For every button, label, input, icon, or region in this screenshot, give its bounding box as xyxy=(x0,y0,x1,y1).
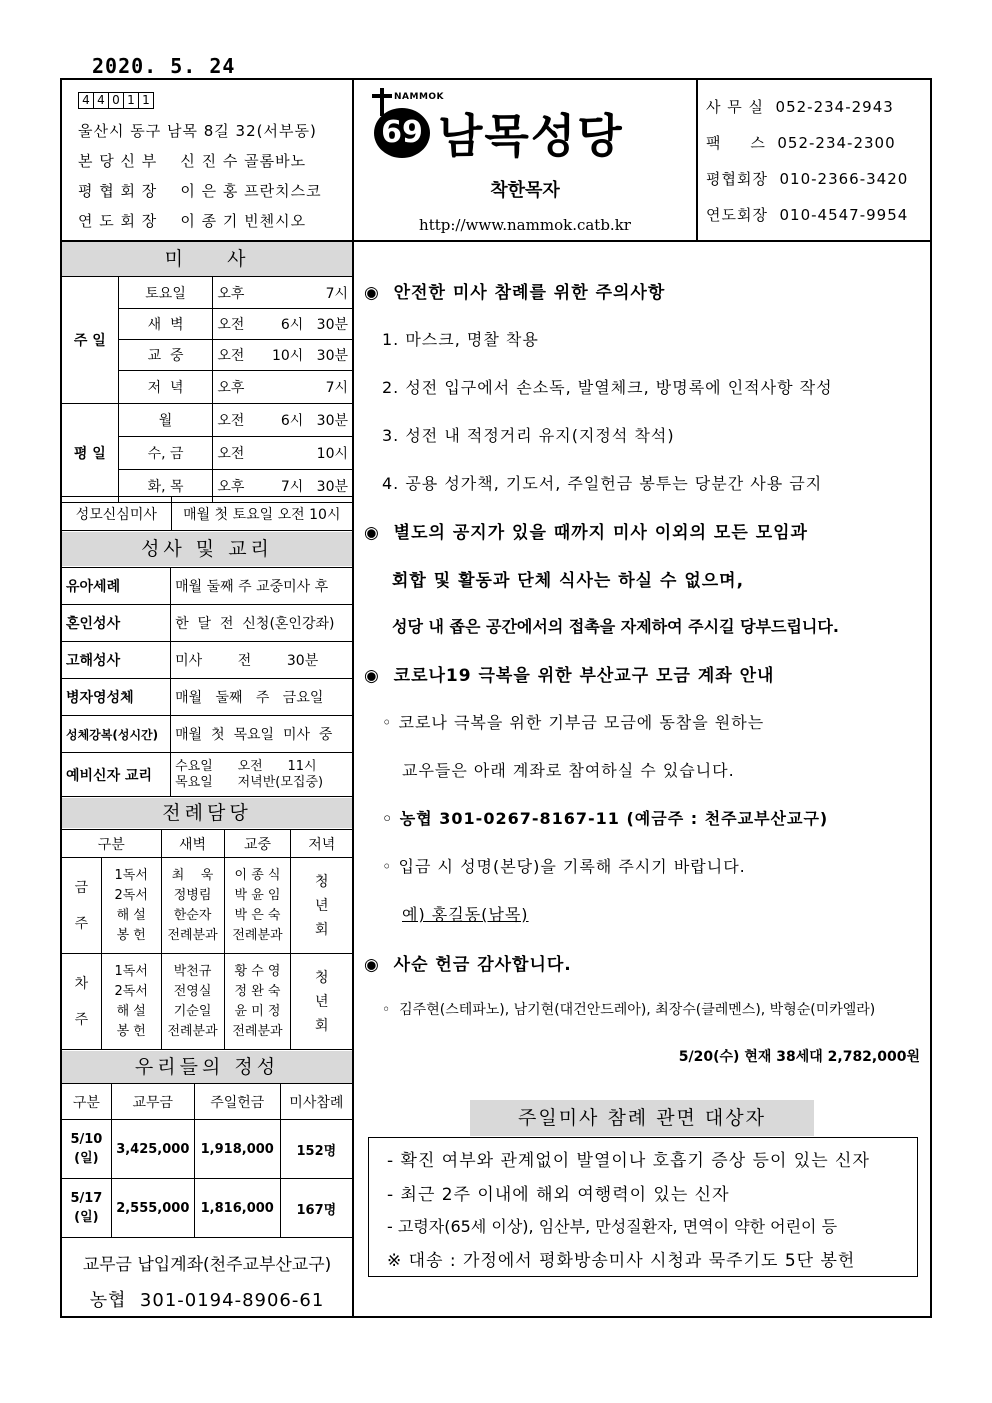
table-row xyxy=(62,642,353,679)
church-url[interactable]: http://www.nammok.catb.kr xyxy=(419,216,631,234)
mass-day: 교 중 xyxy=(118,340,213,371)
notice-1-item: 1. 마스크, 명찰 착용 xyxy=(382,330,539,349)
offering-table xyxy=(61,1083,353,1238)
notice-3-line: 교우들은 아래 계좌로 참여하실 수 있습니다. xyxy=(402,761,735,780)
postal-digit: 4 xyxy=(78,92,94,109)
church-name: 남목성당 xyxy=(438,109,624,163)
contact-youth: 연도회장 010-4547-9954 xyxy=(706,206,909,224)
offering-attendance: 152명 xyxy=(280,1120,352,1179)
mass-time: 오전 10시 xyxy=(213,437,353,470)
liturgy-title: 전례담당 xyxy=(62,798,352,828)
dispensation-item: - 확진 여부와 관계없이 발열이나 호흡기 증상 등이 있는 신자 xyxy=(387,1151,870,1171)
sacrament-value: 매월 둘째 주 금요일 xyxy=(171,679,353,716)
table-row xyxy=(62,954,353,1050)
logo-emblem: 69 xyxy=(374,108,430,158)
notice-3-example: 예) 홍길동(남목) xyxy=(402,905,529,924)
notice-1-item: 4. 공용 성가책, 기도서, 주일헌금 봉투는 당분간 사용 금지 xyxy=(382,474,823,493)
sacrament-label: 예비신자 교리 xyxy=(62,753,171,797)
offering-date: 5/17 (일) xyxy=(62,1179,112,1238)
notice-2-line: 회합 및 활동과 단체 식사는 하실 수 없으며, xyxy=(392,571,745,591)
council-head: 평 협 회 장 이 은 홍 프란치스코 xyxy=(78,182,322,200)
notice-1-item: 2. 성전 입구에서 손소독, 발열체크, 방명록에 인적사항 작성 xyxy=(382,378,833,397)
mass-time: 오후 7시 30분 xyxy=(213,470,353,503)
liturgy-main: 황 수 영 정 완 숙 윤 미 정 전례분과 xyxy=(224,954,291,1050)
account-label: 교무금 납입계좌(천주교부산교구) xyxy=(82,1255,332,1275)
table-row xyxy=(62,1084,353,1120)
contact-office: 사 무 실 052-234-2943 xyxy=(706,98,894,116)
liturgy-main: 이 종 식 박 윤 임 박 은 숙 전례분과 xyxy=(224,858,291,954)
mass-time: 오전 6시 30분 xyxy=(213,309,353,340)
dispensation-box xyxy=(368,1137,918,1277)
notice-1-item: 3. 성전 내 적정거리 유지(지정석 착석) xyxy=(382,426,675,445)
sacraments-table xyxy=(61,567,353,797)
notice-3-line: ◦ 입금 시 성명(본당)을 기록해 주시기 바랍니다. xyxy=(382,857,746,876)
table-row xyxy=(62,679,353,716)
postal-digit: 1 xyxy=(123,92,139,109)
weekday-label: 평 일 xyxy=(62,404,119,503)
offering-attendance: 167명 xyxy=(280,1179,352,1238)
mass-day: 토요일 xyxy=(118,277,213,309)
sacrament-value: 매월 첫 목요일 미사 중 xyxy=(171,716,353,753)
header-info xyxy=(62,80,352,240)
week-label: 차 주 xyxy=(62,954,102,1050)
mass-time: 오전 10시 30분 xyxy=(213,340,353,371)
liturgy-header: 구분 xyxy=(62,830,162,858)
postal-digit: 0 xyxy=(108,92,124,109)
notice-3-title: ◉ 코로나19 극복을 위한 부산교구 모금 계좌 안내 xyxy=(364,666,775,686)
liturgy-roles: 1독서 2독서 해 설 봉 헌 xyxy=(101,858,161,954)
sacrament-label: 성체강복(성시간) xyxy=(62,716,171,753)
table-row xyxy=(62,404,353,437)
mass-time: 오후 7시 xyxy=(213,277,353,309)
sacraments-title: 성사 및 교리 xyxy=(62,532,352,566)
liturgy-header: 새벽 xyxy=(161,830,224,858)
sacrament-label: 병자영성체 xyxy=(62,679,171,716)
special-mass-label: 성모신심미사 xyxy=(62,497,172,531)
offering-header: 구분 xyxy=(62,1084,112,1120)
sacrament-value xyxy=(171,753,353,797)
dispensation-note: ※ 대송 : 가정에서 평화방송미사 시청과 묵주기도 5단 봉헌 xyxy=(387,1251,856,1271)
dispensation-item: - 고령자(65세 이상), 임산부, 만성질환자, 면역이 약한 어린이 등 xyxy=(387,1217,838,1236)
table-row xyxy=(62,1120,353,1179)
liturgy-evening: 청 년 회 xyxy=(291,858,353,954)
donation-account: ◦ 농협 301-0267-8167-11 (예금주 : 천주교부산교구) xyxy=(382,809,829,828)
contact-fax: 팩 스 052-234-2300 xyxy=(706,134,896,152)
cross-icon xyxy=(380,88,384,116)
table-row xyxy=(62,568,353,605)
notice-1-title: ◉ 안전한 미사 참례를 위한 주의사항 xyxy=(364,283,666,303)
mass-day: 새 벽 xyxy=(118,309,213,340)
liturgy-evening: 청 년 회 xyxy=(291,954,353,1050)
postal-digit: 1 xyxy=(138,92,154,109)
postal-digit: 4 xyxy=(93,92,109,109)
mass-time: 오전 6시 30분 xyxy=(213,404,353,437)
mass-title: 미 사 xyxy=(62,242,352,276)
notice-4-title: ◉ 사순 헌금 감사합니다. xyxy=(364,955,572,975)
mass-day: 월 xyxy=(118,404,213,437)
youth-head: 연 도 회 장 이 종 기 빈첸시오 xyxy=(78,212,307,230)
table-row xyxy=(62,1179,353,1238)
motto: 착한목자 xyxy=(490,180,560,201)
catechism-line: 목요일 저녁반(모집중) xyxy=(175,774,324,790)
offering-date: 5/10 (일) xyxy=(62,1120,112,1179)
table-row xyxy=(62,716,353,753)
church-logo-block xyxy=(354,80,696,240)
notice-3-line: ◦ 코로나 극복을 위한 기부금 모금에 동참을 원하는 xyxy=(382,713,765,732)
logo-subtext: NAMMOK xyxy=(394,92,445,102)
offering-header: 미사참례 xyxy=(280,1084,352,1120)
offering-dues: 2,555,000 xyxy=(111,1179,194,1238)
sunday-label: 주 일 xyxy=(62,277,119,404)
table-row xyxy=(62,830,353,858)
sacrament-value: 한 달 전 신청(혼인강좌) xyxy=(171,605,353,642)
mass-day: 저 녁 xyxy=(118,371,213,404)
table-row xyxy=(62,277,353,309)
table-row xyxy=(62,858,353,954)
priest: 본 당 신 부 신 진 수 골롬바노 xyxy=(78,152,307,170)
sacrament-label: 고해성사 xyxy=(62,642,171,679)
cross-bar xyxy=(372,94,392,98)
table-row xyxy=(62,605,353,642)
special-mass-table xyxy=(61,496,353,531)
bulletin-date: 2020. 5. 24 xyxy=(92,54,236,78)
mass-day: 수, 금 xyxy=(118,437,213,470)
liturgy-dawn: 박천규 전영실 기순일 전례분과 xyxy=(161,954,224,1050)
contact-block xyxy=(698,80,930,240)
sacrament-label: 혼인성사 xyxy=(62,605,171,642)
offering-title: 우리들의 정성 xyxy=(62,1051,352,1083)
offering-collection: 1,816,000 xyxy=(194,1179,280,1238)
dispensation-item: - 최근 2주 이내에 해외 여행력이 있는 신자 xyxy=(387,1185,730,1205)
offering-header: 교무금 xyxy=(111,1084,194,1120)
liturgy-roles: 1독서 2독서 해 설 봉 헌 xyxy=(101,954,161,1050)
special-mass-value: 매월 첫 토요일 오전 10시 xyxy=(171,497,352,531)
mass-table xyxy=(61,276,353,503)
sacrament-value: 매월 둘째 주 교중미사 후 xyxy=(171,568,353,605)
mass-time: 오후 7시 xyxy=(213,371,353,404)
contact-council: 평협회장 010-2366-3420 xyxy=(706,170,909,188)
liturgy-table xyxy=(61,829,353,1050)
postal-code xyxy=(78,92,153,109)
notice-2-line: ◉ 별도의 공지가 있을 때까지 미사 이외의 모든 모임과 xyxy=(364,523,808,543)
account-number: 농협 301-0194-8906-61 xyxy=(89,1290,325,1311)
donation-total: 5/20(수) 현재 38세대 2,782,000원 xyxy=(678,1049,920,1065)
offering-dues: 3,425,000 xyxy=(111,1120,194,1179)
catechism-line: 수요일 오전 11시 xyxy=(175,758,317,774)
donor-list: ◦ 김주현(스테파노), 남기현(대건안드레아), 최장수(클레멘스), 박형순(미카엘라) xyxy=(382,1002,876,1018)
offering-collection: 1,918,000 xyxy=(194,1120,280,1179)
notice-2-line: 성당 내 좁은 공간에서의 접촉을 자제하여 주시길 당부드립니다. xyxy=(392,617,839,636)
mass-day: 화, 목 xyxy=(118,470,213,503)
liturgy-header: 교중 xyxy=(224,830,291,858)
sacrament-value: 미사 전 30분 xyxy=(171,642,353,679)
dispensation-title: 주일미사 참례 관면 대상자 xyxy=(470,1100,814,1136)
liturgy-dawn: 최 욱 정병림 한순자 전례분과 xyxy=(161,858,224,954)
table-row xyxy=(62,753,353,797)
liturgy-header: 저녁 xyxy=(291,830,353,858)
sacrament-label: 유아세례 xyxy=(62,568,171,605)
address: 울산시 동구 남목 8길 32(서부동) xyxy=(78,122,317,140)
week-label: 금 주 xyxy=(62,858,102,954)
table-row xyxy=(62,497,353,531)
offering-header: 주일헌금 xyxy=(194,1084,280,1120)
